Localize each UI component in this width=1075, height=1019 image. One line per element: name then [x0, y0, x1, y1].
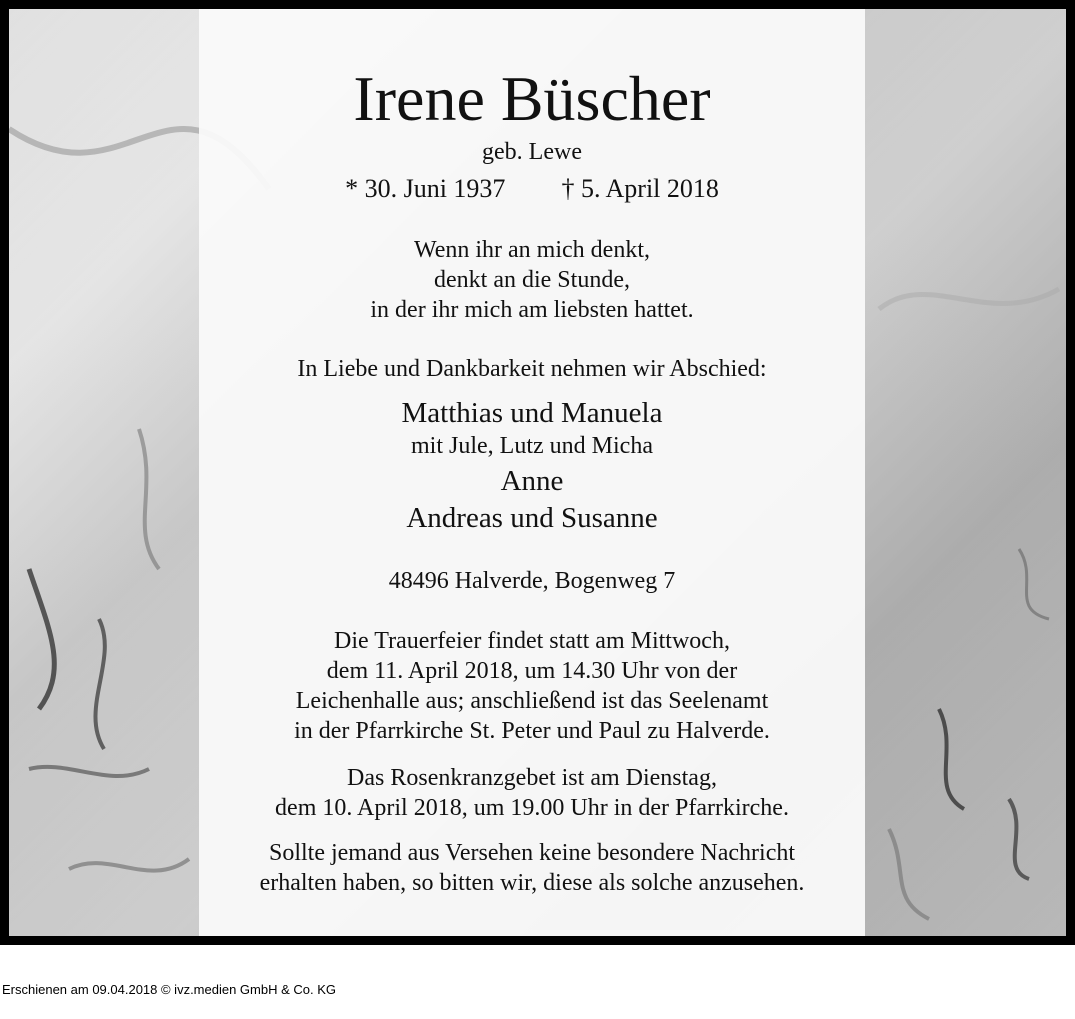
- rosary-details: [199, 763, 865, 823]
- mourner-line: Anne: [500, 465, 564, 497]
- note-line: Sollte jemand aus Versehen keine besondere Nachricht: [268, 840, 796, 866]
- funeral-details: [199, 626, 865, 746]
- rosary-line: dem 10. April 2018, um 19.00 Uhr in der Pfarrkirche.: [275, 795, 789, 821]
- family-address: 48496 Halverde, Bogenweg 7: [388, 568, 676, 594]
- farewell-intro: In Liebe und Dankbarkeit nehmen wir Abschied:: [297, 356, 767, 382]
- funeral-line: dem 11. April 2018, um 14.30 Uhr von der: [326, 658, 738, 684]
- memorial-poem: [199, 235, 865, 325]
- maiden-name: geb. Lewe: [482, 139, 582, 165]
- poem-line: denkt an die Stunde,: [434, 267, 630, 293]
- funeral-line: Die Trauerfeier findet statt am Mittwoch,: [334, 628, 730, 654]
- funeral-line: in der Pfarrkirche St. Peter und Paul zu Halverde.: [294, 718, 770, 744]
- death-date: † 5. April 2018: [561, 174, 719, 203]
- poem-line: in der ihr mich am liebsten hattet.: [370, 297, 694, 323]
- birth-date: * 30. Juni 1937: [345, 174, 506, 203]
- deceased-name: Irene Büscher: [353, 63, 711, 134]
- notice-note: [199, 838, 865, 898]
- life-dates: [199, 173, 865, 205]
- note-line: erhalten haben, so bitten wir, diese als solche anzusehen.: [259, 870, 805, 896]
- poem-line: Wenn ihr an mich denkt,: [413, 237, 650, 263]
- mourner-subline: mit Jule, Lutz und Micha: [411, 433, 653, 459]
- mourner-line: Andreas und Susanne: [406, 502, 658, 534]
- rosary-line: Das Rosenkranzgebet ist am Dienstag,: [347, 765, 717, 791]
- funeral-line: Leichenhalle aus; anschließend ist das Seelenamt: [295, 688, 769, 714]
- publication-footer: Erschienen am 09.04.2018 © ivz.medien GmbH & Co. KG: [2, 982, 337, 997]
- mourner-line: Matthias und Manuela: [401, 397, 663, 429]
